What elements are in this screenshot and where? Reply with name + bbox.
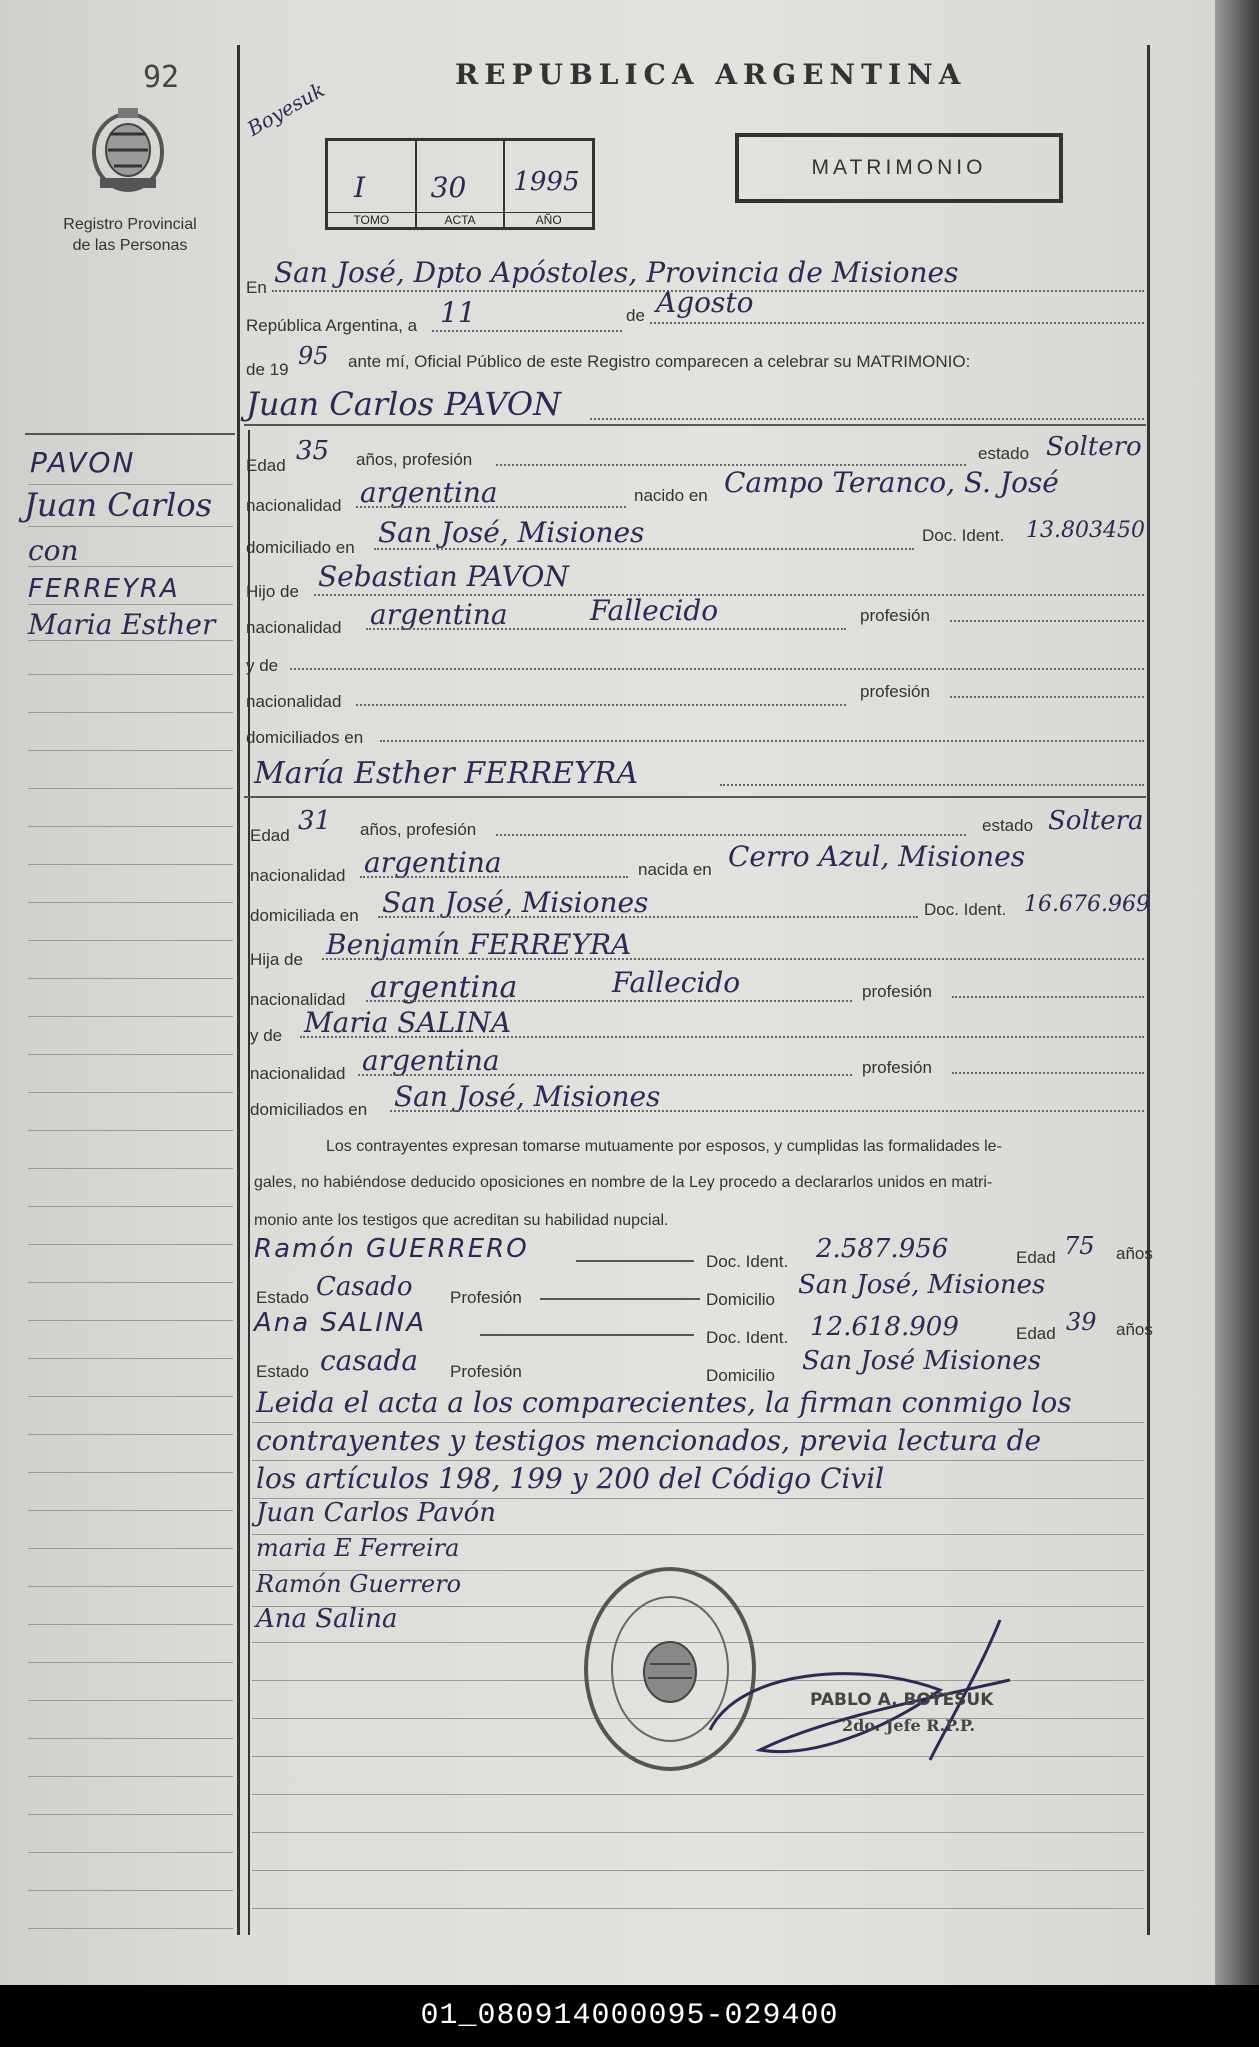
- label-prof-mother: profesión: [860, 682, 930, 701]
- label-nac-father: nacionalidad: [246, 618, 342, 637]
- label-nac-bmother: nacionalidad: [250, 1064, 346, 1083]
- margin-annotation: Boyesuk: [243, 77, 329, 141]
- bride-parents-domicile: San José, Misiones: [394, 1080, 661, 1113]
- page-number: 92: [143, 60, 180, 95]
- label-edad-bride: Edad: [250, 826, 290, 845]
- label-prof-bfather: profesión: [862, 982, 932, 1001]
- right-border: [1147, 45, 1150, 1935]
- label-y-de-groom: y de: [246, 656, 279, 675]
- signature-bride: maria E Ferreira: [256, 1534, 460, 1562]
- declaration-line-1: Los contrayentes expresan tomarse mutuamente por esposos, y cumplidas las formalidades le-: [326, 1138, 1002, 1155]
- margin-given-bride: Maria Esther: [28, 608, 216, 641]
- margin-rule: [25, 433, 235, 435]
- label-nac-mother: nacionalidad: [246, 692, 342, 711]
- label-dom-bride: domiciliada en: [250, 906, 359, 925]
- label-profesion-bride: años, profesión: [360, 820, 477, 839]
- witness1-name: Ramón GUERRERO: [254, 1234, 529, 1264]
- witness1-age: 75: [1064, 1232, 1095, 1260]
- label-anos-w1: años: [1116, 1244, 1153, 1263]
- groom-father-status: Fallecido: [590, 594, 719, 627]
- label-estado-groom: estado: [978, 444, 1030, 463]
- officer-name-stamp: PABLO A. BOYESUK: [810, 1690, 994, 1710]
- label-profesion-groom: años, profesión: [356, 450, 473, 469]
- label-nacida-en: nacida en: [638, 860, 712, 879]
- closing-line-1: Leida el acta a los comparecientes, la firman conmigo los: [256, 1386, 1072, 1419]
- label-edad-groom: Edad: [246, 456, 286, 475]
- groom-father-nationality: argentina: [370, 598, 508, 631]
- margin-surname-groom: PAVON: [30, 446, 136, 479]
- label-dom-w1: Domicilio: [706, 1290, 775, 1309]
- label-edad-w1: Edad: [1016, 1248, 1056, 1267]
- witness1-doc: 2.587.956: [816, 1234, 949, 1264]
- bride-domicile: San José, Misiones: [382, 886, 649, 919]
- witness1-status: Casado: [316, 1272, 413, 1302]
- year-value: 95: [298, 342, 329, 370]
- registry-seal-icon: [88, 104, 168, 196]
- label-nacido-en: nacido en: [634, 486, 708, 505]
- bride-mother: Maria SALINA: [304, 1006, 512, 1039]
- declaration-line-3: monio ante los testigos que acreditan su habilidad nupcial.: [254, 1212, 669, 1229]
- witness2-status: casada: [320, 1344, 419, 1377]
- groom-name: Juan Carlos PAVON: [246, 385, 562, 423]
- margin-surname-bride: FERREYRA: [28, 574, 180, 604]
- label-doc-w2: Doc. Ident.: [706, 1328, 789, 1347]
- witness2-name: Ana SALINA: [254, 1308, 427, 1338]
- document-type-box: MATRIMONIO: [735, 133, 1063, 203]
- label-prof-w1: Profesión: [450, 1288, 522, 1307]
- groom-age: 35: [296, 436, 330, 466]
- label-prof-bmother: profesión: [862, 1058, 932, 1077]
- label-nac-bride: nacionalidad: [250, 866, 346, 885]
- record-box: [325, 138, 595, 230]
- margin-divider: [237, 45, 240, 1935]
- ano-cell: 1995 AÑO: [505, 141, 592, 227]
- tomo-cell: I TOMO: [328, 141, 417, 227]
- bride-father-status: Fallecido: [612, 966, 741, 999]
- closing-line-3: los artículos 198, 199 y 200 del Código Civil: [256, 1462, 885, 1495]
- month-value: Agosto: [656, 286, 754, 319]
- label-republica: República Argentina, a: [246, 316, 418, 335]
- witness1-domicile: San José, Misiones: [798, 1270, 1046, 1300]
- label-estado-w2: Estado: [256, 1362, 309, 1381]
- bride-nationality: argentina: [364, 846, 502, 879]
- signature-witness1: Ramón Guerrero: [256, 1570, 462, 1598]
- country-title: REPUBLICA ARGENTINA: [455, 58, 967, 91]
- bride-name: María Esther FERREYRA: [254, 756, 639, 791]
- label-dom-groom: domiciliado en: [246, 538, 355, 557]
- label-prof-w2: Profesión: [450, 1362, 522, 1381]
- label-estado-bride: estado: [982, 816, 1034, 835]
- label-de: de: [626, 306, 645, 325]
- label-doc-w1: Doc. Ident.: [706, 1252, 789, 1271]
- registry-name: Registro Provincial de las Personas: [63, 216, 197, 254]
- acta-cell: 30 ACTA: [417, 141, 506, 227]
- bride-age: 31: [298, 806, 332, 836]
- margin-given-groom: Juan Carlos: [24, 486, 213, 524]
- bride-mother-nationality: argentina: [362, 1044, 500, 1077]
- label-ante: ante mí, Oficial Público de este Registro comparecen a celebrar su MATRIMONIO:: [348, 352, 971, 371]
- bride-doc: 16.676.969: [1024, 892, 1150, 917]
- label-doc-bride: Doc. Ident.: [924, 900, 1007, 919]
- label-hija-de: Hija de: [250, 950, 303, 969]
- margin-con: con: [28, 534, 79, 567]
- label-doms-groom: domiciliados en: [246, 728, 364, 747]
- groom-birthplace: Campo Teranco, S. José: [724, 466, 1059, 499]
- label-prof-father: profesión: [860, 606, 930, 625]
- closing-line-2: contrayentes y testigos mencionados, previa lectura de: [256, 1424, 1042, 1457]
- groom-nationality: argentina: [360, 476, 498, 509]
- label-de-19: de 19: [246, 360, 289, 379]
- declaration-line-2: gales, no habiéndose deducido oposiciones en nombre de la Ley procedo a declararlos unidos en matri-: [254, 1174, 993, 1191]
- footer-id: 01_080914000095-029400: [420, 1999, 839, 2033]
- witness2-age: 39: [1066, 1308, 1097, 1336]
- day-value: 11: [440, 296, 476, 329]
- label-en: En: [246, 278, 267, 297]
- bride-birthplace: Cerro Azul, Misiones: [728, 840, 1026, 873]
- book-binding: [1215, 0, 1259, 1985]
- label-y-de-bride: y de: [250, 1026, 283, 1045]
- footer-id-bar: [0, 1985, 1259, 2047]
- place-value: San José, Dpto Apóstoles, Provincia de Misiones: [274, 256, 959, 289]
- signature-groom: Juan Carlos Pavón: [256, 1498, 496, 1528]
- label-anos-w2: años: [1116, 1320, 1153, 1339]
- bride-status: Soltera: [1048, 806, 1144, 836]
- label-hijo-de: Hijo de: [246, 582, 299, 601]
- label-doms-bride: domiciliados en: [250, 1100, 368, 1119]
- label-nac-groom: nacionalidad: [246, 496, 342, 515]
- groom-father: Sebastian PAVON: [318, 560, 569, 593]
- label-edad-w2: Edad: [1016, 1324, 1056, 1343]
- signature-witness2: Ana Salina: [256, 1604, 398, 1634]
- label-nac-bfather: nacionalidad: [250, 990, 346, 1009]
- groom-domicile: San José, Misiones: [378, 516, 645, 549]
- witness2-doc: 12.618.909: [810, 1312, 959, 1342]
- label-estado-w1: Estado: [256, 1288, 309, 1307]
- officer-title-stamp: 2do. Jefe R.P.P.: [842, 1716, 976, 1735]
- witness2-domicile: San José Misiones: [802, 1346, 1042, 1376]
- bride-father-nationality: argentina: [370, 970, 518, 1005]
- groom-status: Soltero: [1046, 432, 1142, 462]
- bride-father: Benjamín FERREYRA: [326, 928, 632, 961]
- groom-doc: 13.803450: [1026, 518, 1145, 543]
- label-dom-w2: Domicilio: [706, 1366, 775, 1385]
- label-doc-groom: Doc. Ident.: [922, 526, 1005, 545]
